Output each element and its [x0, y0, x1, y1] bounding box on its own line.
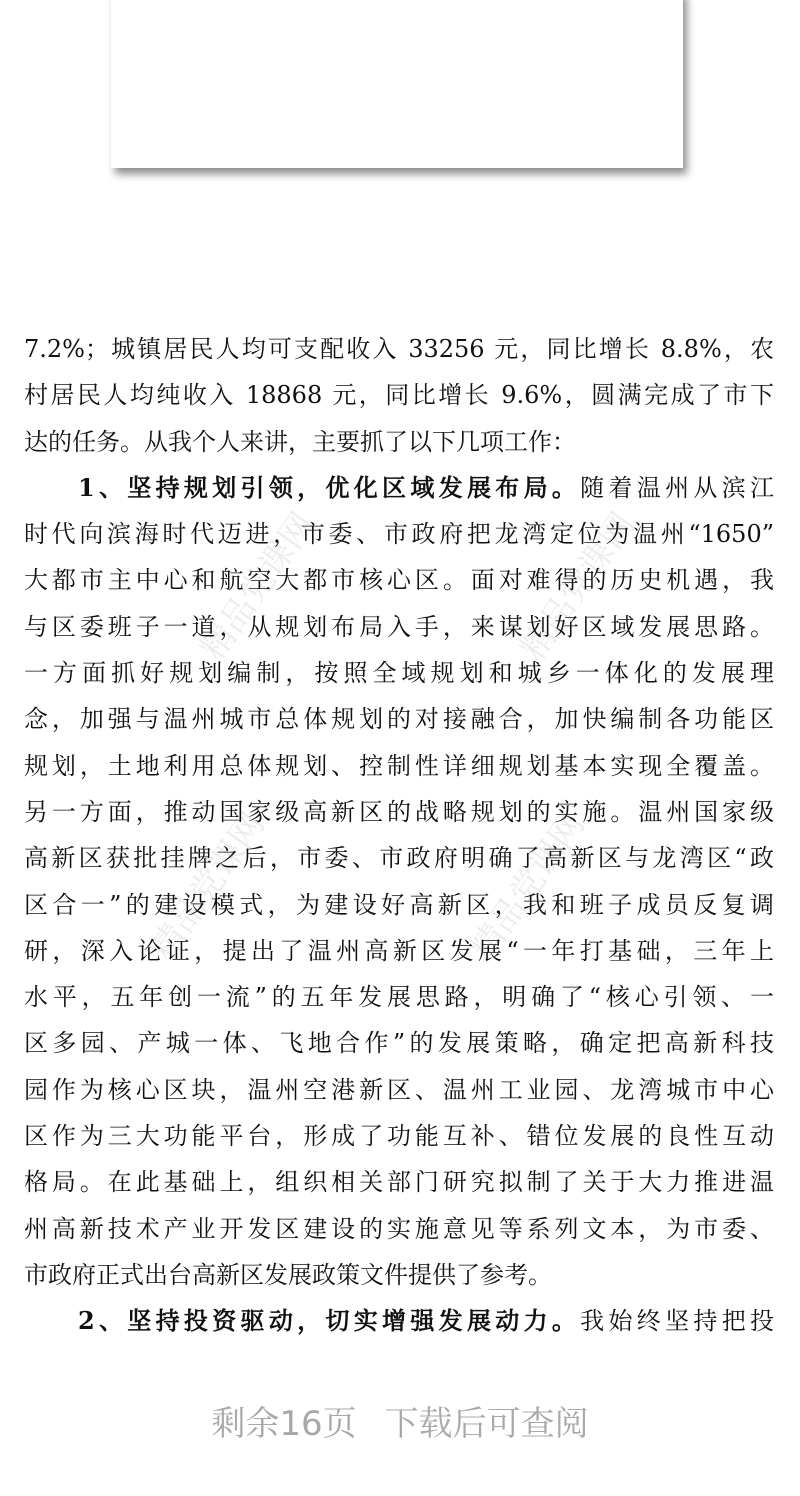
section-2-heading: 2、坚持投资驱动，切实增强发展动力。 — [78, 1306, 581, 1336]
section-1-text: 随着温州从滨江 — [580, 473, 774, 502]
text-line: 区合一”的建设模式，为建设好高新区，我和班子成员反复调 — [24, 890, 774, 919]
text-line: 规划，土地利用总体规划、控制性详细规划基本实现全覆盖。 — [24, 751, 774, 780]
text-line: 另一方面，推动国家级高新区的战略规划的实施。温州国家级 — [24, 797, 774, 826]
text-line: 村居民人均纯收入 18868 元，同比增长 9.6%，圆满完成了市下 — [24, 381, 774, 410]
text-line: 园作为核心区块，温州空港新区、温州工业园、龙湾城市中心 — [24, 1075, 774, 1104]
text-line: 高新区获批挂牌之后，市委、市政府明确了高新区与龙湾区“政 — [24, 844, 774, 873]
section-1-heading: 1、坚持规划引领，优化区域发展布局。 — [78, 472, 581, 502]
download-prompt[interactable] — [0, 1396, 800, 1445]
previous-page-card — [111, 0, 683, 168]
text-line: 格局。在此基础上，组织相关部门研究拟制了关于大力推进温 — [24, 1168, 774, 1197]
text-line: 达的任务。从我个人来讲，主要抓了以下几项工作： — [24, 427, 576, 456]
text-line: 水平，五年创一流”的五年发展思路，明确了“核心引领、一 — [24, 983, 774, 1012]
text-line: 区作为三大功能平台，形成了功能互补、错位发展的良性互动 — [24, 1122, 774, 1151]
text-line: 一方面抓好规划编制，按照全域规划和城乡一体化的发展理 — [24, 659, 774, 688]
watermark: 精品党课网 — [192, 505, 324, 668]
section-2-text: 我始终坚持把投 — [580, 1307, 774, 1336]
text-line: 市政府正式出台高新区发展政策文件提供了参考。 — [24, 1260, 552, 1289]
watermark: 精品党课网 — [462, 805, 594, 968]
text-line: 7.2%；城镇居民人均可支配收入 33256 元，同比增长 8.8%，农 — [24, 335, 774, 363]
watermark: 精品党课网 — [512, 505, 644, 668]
text-line: 研，深入论证，提出了温州高新区发展“一年打基础，三年上 — [24, 936, 774, 965]
section-2-line — [24, 1298, 774, 1344]
watermark: 精品党课网 — [142, 805, 274, 968]
text-line: 念，加强与温州城市总体规划的对接融合，加快编制各功能区 — [24, 705, 774, 734]
text-line: 大都市主中心和航空大都市核心区。面对难得的历史机遇，我 — [24, 566, 774, 595]
text-line: 时代向滨海时代迈进，市委、市政府把龙湾定位为温州“1650” — [24, 520, 774, 549]
text-line: 区多园、产城一体、飞地合作”的发展策略，确定把高新科技 — [24, 1029, 774, 1058]
text-line: 与区委班子一道，从规划布局入手，来谋划好区域发展思路。 — [24, 612, 774, 641]
document-body — [24, 326, 774, 1345]
section-1-line — [24, 465, 774, 511]
text-line: 州高新技术产业开发区建设的实施意见等系列文本，为市委、 — [24, 1214, 774, 1243]
download-to-view-label[interactable]: 下载后可查阅 — [384, 1404, 589, 1444]
remaining-pages-label: 剩余16页 — [211, 1404, 357, 1444]
